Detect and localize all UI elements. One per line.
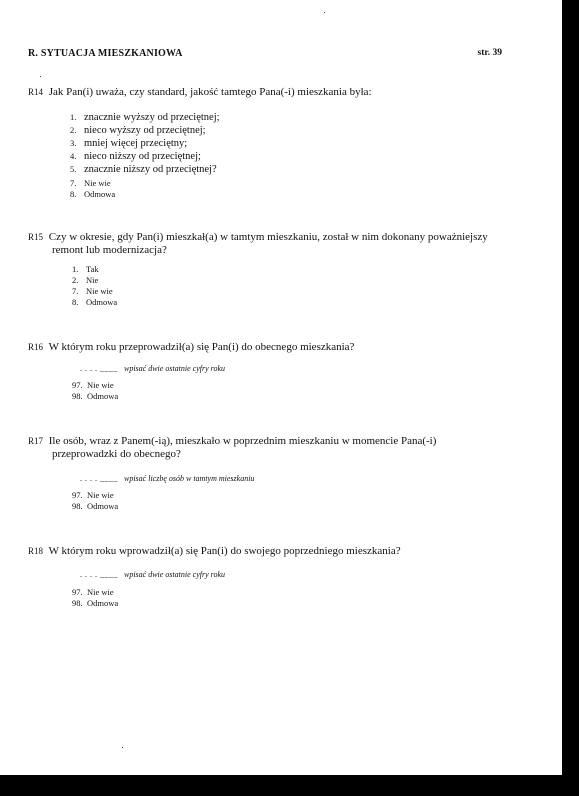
answer-field-r16[interactable] bbox=[80, 364, 225, 373]
answer-hint: wpisać dwie ostatnie cyfry roku bbox=[124, 364, 226, 373]
option[interactable]: 4. nieco niższy od przeciętnej; bbox=[70, 151, 201, 162]
option[interactable]: 7. Nie wie bbox=[70, 178, 111, 188]
option[interactable]: 8. Odmowa bbox=[70, 189, 116, 199]
option[interactable]: 1. Tak bbox=[72, 264, 99, 274]
option-label: mniej więcej przeciętny; bbox=[84, 138, 188, 149]
option[interactable]: 2. Nie bbox=[72, 275, 99, 285]
codes-r17 bbox=[72, 490, 118, 512]
option-label: nieco wyższy od przeciętnej; bbox=[84, 125, 206, 136]
option[interactable]: 98. Odmowa bbox=[72, 501, 119, 511]
question-text: W którym roku przeprowadził(a) się Pan(i) do obecnego mieszkania? bbox=[48, 341, 355, 353]
page-header bbox=[28, 48, 502, 62]
option-label: Nie wie bbox=[87, 380, 114, 390]
question-text: Czy w okresie, gdy Pan(i) mieszkał(a) w tamtym mieszkaniu, został w nim dokonany poważniejszy remont lub modernizacja? bbox=[48, 231, 488, 256]
question-r14 bbox=[28, 86, 500, 99]
option-label: nieco niższy od przeciętnej; bbox=[84, 151, 201, 162]
answer-blank[interactable]: . . . . ____ bbox=[80, 474, 118, 483]
option[interactable]: 3. mniej więcej przeciętny; bbox=[70, 138, 188, 149]
option-label: Nie wie bbox=[87, 490, 114, 500]
scan-speck bbox=[40, 76, 41, 77]
scan-speck bbox=[324, 12, 325, 13]
option-label: Nie wie bbox=[84, 178, 111, 188]
question-text: Jak Pan(i) uważa, czy standard, jakość tamtego Pana(-i) mieszkania była: bbox=[48, 86, 372, 98]
question-number: R14 bbox=[28, 87, 44, 97]
answer-field-r18[interactable] bbox=[80, 570, 225, 579]
option-label: Odmowa bbox=[87, 391, 119, 401]
option[interactable]: 97. Nie wie bbox=[72, 587, 114, 597]
option[interactable]: 2. nieco wyższy od przeciętnej; bbox=[70, 125, 206, 136]
option[interactable]: 7. Nie wie bbox=[72, 286, 113, 296]
option[interactable]: 97. Nie wie bbox=[72, 490, 114, 500]
answer-field-r17[interactable] bbox=[80, 474, 254, 483]
question-text: Ile osób, wraz z Panem(-ią), mieszkało w poprzednim mieszkaniu w momencie Pana(-i) przeprowadzki do obecnego? bbox=[48, 435, 437, 460]
option[interactable]: 1. znacznie wyższy od przeciętnej; bbox=[70, 112, 220, 123]
question-r16 bbox=[28, 341, 500, 354]
section-title: R. SYTUACJA MIESZKANIOWA bbox=[28, 48, 183, 59]
option-label: Tak bbox=[86, 264, 99, 274]
answer-hint: wpisać liczbę osób w tamtym mieszkaniu bbox=[124, 474, 255, 483]
codes-r16 bbox=[72, 380, 118, 402]
option[interactable]: 97. Nie wie bbox=[72, 380, 114, 390]
page-number: str. 39 bbox=[477, 48, 502, 58]
question-text: W którym roku wprowadził(a) się Pan(i) do swojego poprzedniego mieszkania? bbox=[48, 545, 401, 557]
question-number: R15 bbox=[28, 232, 44, 242]
scan-border bbox=[0, 775, 579, 796]
options-r14 bbox=[70, 111, 220, 200]
option-label: znacznie wyższy od przeciętnej; bbox=[84, 112, 220, 123]
question-number: R16 bbox=[28, 342, 44, 352]
question-number: R17 bbox=[28, 436, 44, 446]
option-label: Nie bbox=[86, 275, 99, 285]
answer-blank[interactable]: . . . . ____ bbox=[80, 570, 118, 579]
option-label: Odmowa bbox=[87, 598, 119, 608]
option-label: Odmowa bbox=[86, 297, 118, 307]
option[interactable]: 98. Odmowa bbox=[72, 598, 119, 608]
option[interactable]: 8. Odmowa bbox=[72, 297, 118, 307]
answer-hint: wpisać dwie ostatnie cyfry roku bbox=[124, 570, 226, 579]
option-label: Nie wie bbox=[87, 587, 114, 597]
scan-speck bbox=[122, 747, 123, 748]
question-r18 bbox=[28, 545, 500, 558]
option-label: Odmowa bbox=[84, 189, 116, 199]
answer-blank[interactable]: . . . . ____ bbox=[80, 364, 118, 373]
question-r15 bbox=[28, 231, 500, 257]
option-label: Nie wie bbox=[86, 286, 113, 296]
option-label: Odmowa bbox=[87, 501, 119, 511]
question-r17 bbox=[28, 435, 500, 461]
option[interactable]: 98. Odmowa bbox=[72, 391, 119, 401]
options-r15 bbox=[72, 264, 117, 308]
option-label: znacznie niższy od przeciętnej? bbox=[84, 164, 217, 175]
question-number: R18 bbox=[28, 546, 44, 556]
codes-r18 bbox=[72, 587, 118, 609]
option[interactable]: 5. znacznie niższy od przeciętnej? bbox=[70, 164, 217, 175]
